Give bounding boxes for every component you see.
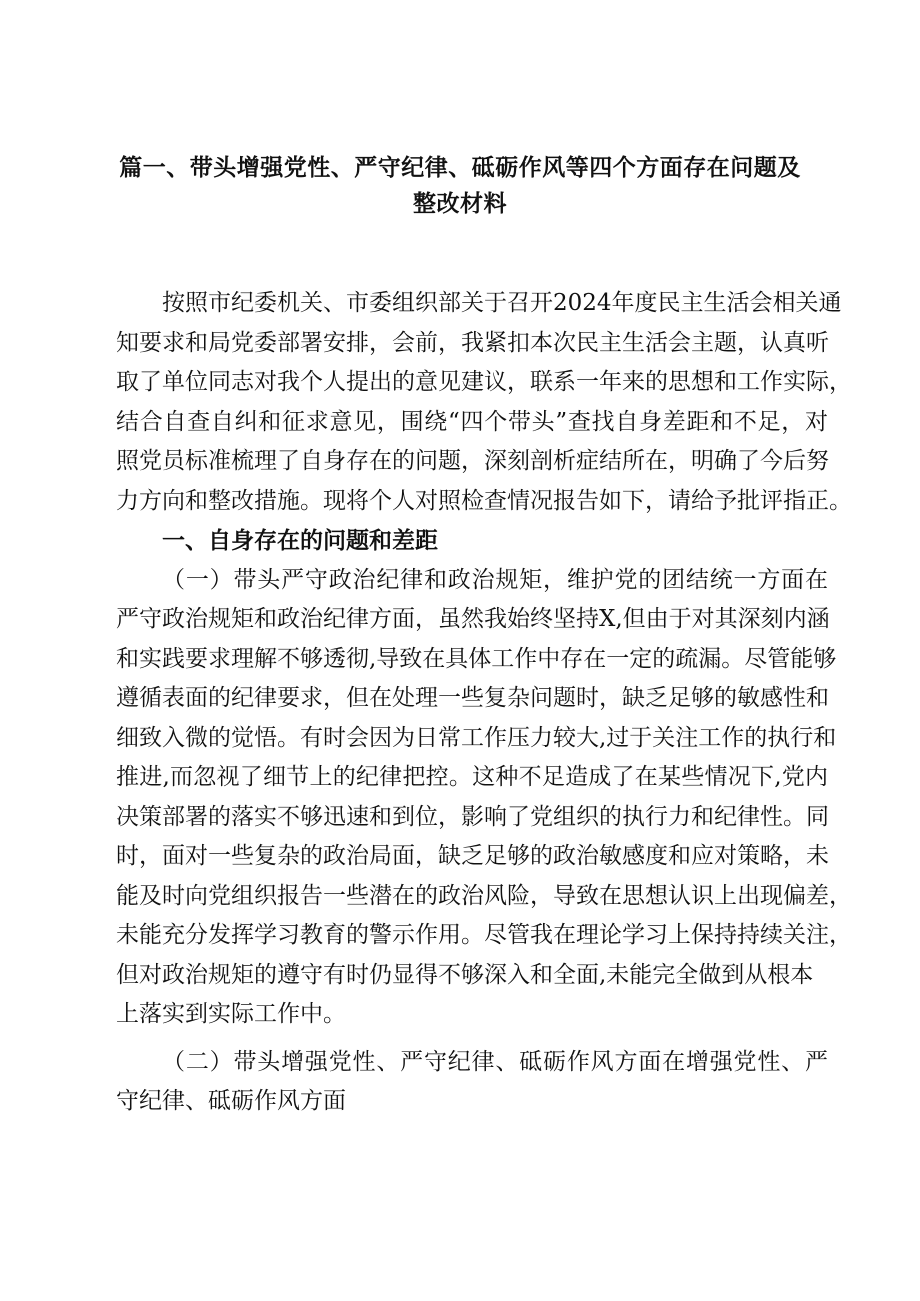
paragraph-line: 但对政治规矩的遵守有时仍显得不够深入和全面,未能完全做到从根本: [116, 961, 814, 988]
paragraph-line: 未能充分发挥学习教育的警示作用。尽管我在理论学习上保持持续关注，: [116, 922, 852, 948]
section-heading: 一、自身存在的问题和差距: [162, 527, 438, 554]
title-line-1: 篇一、带头增强党性、严守纪律、砥砺作风等四个方面存在问题及: [119, 154, 801, 181]
paragraph-line: 结合自查自纠和征求意见，围绕“四个带头”查找自身差距和不足，对: [116, 408, 828, 435]
document-title: [110, 150, 810, 222]
paragraph-line: 取了单位同志对我个人提出的意见建议，联系一年来的思想和工作实际，: [116, 369, 852, 395]
paragraph-line: 上落实到实际工作中。: [116, 1001, 346, 1027]
intro-paragraph: [116, 284, 852, 521]
paragraph-line: 知要求和局党委部署安排，会前，我紧扣本次民主生活会主题，认真听: [116, 329, 829, 356]
subsection-2-paragraph: [116, 1043, 828, 1122]
subsection-1-paragraph: [116, 561, 852, 1035]
paragraph-line: 守纪律、砥砺作风方面: [116, 1088, 346, 1114]
title-line-2: 整改材料: [413, 190, 507, 217]
paragraph-line: 和实践要求理解不够透彻,导致在具体工作中存在一定的疏漏。尽管能够: [116, 645, 837, 672]
paragraph-line: （二）带头增强党性、严守纪律、砥砺作风方面在增强党性、严: [162, 1048, 828, 1075]
paragraph-gap: [116, 1035, 828, 1043]
paragraph-line: 推进,而忽视了细节上的纪律把控。这种不足造成了在某些情况下,党内: [116, 764, 828, 790]
paragraph-line: 时，面对一些复杂的政治局面，缺乏足够的政治敏感度和应对策略，未: [116, 843, 829, 869]
paragraph-line: 决策部署的落实不够迅速和到位，影响了党组织的执行力和纪律性。同: [116, 803, 829, 830]
document-body: [116, 284, 852, 1122]
paragraph-line: 细致入微的觉悟。有时会因为日常工作压力较大,过于关注工作的执行和: [116, 724, 837, 751]
paragraph-line: 照党员标准梳理了自身存在的问题，深刻剖析症结所在，明确了今后努: [116, 448, 829, 474]
paragraph-line: 遵循表面的纪律要求，但在处理一些复杂问题时，缺乏足够的敏感性和: [116, 685, 829, 711]
paragraph-line: 严守政治规矩和政治纪律方面，虽然我始终坚持X,但由于对其深刻内涵: [116, 606, 830, 632]
paragraph-line: 按照市纪委机关、市委组织部关于召开2024年度民主生活会相关通: [162, 290, 842, 316]
paragraph-line: 力方向和整改措施。现将个人对照检查情况报告如下，请给予批评指正。: [116, 487, 852, 514]
paragraph-line: 能及时向党组织报告一些潜在的政治风险，导致在思想认识上出现偏差，: [116, 882, 852, 909]
paragraph-line: （一）带头严守政治纪律和政治规矩，维护党的团结统一方面在: [162, 566, 828, 593]
